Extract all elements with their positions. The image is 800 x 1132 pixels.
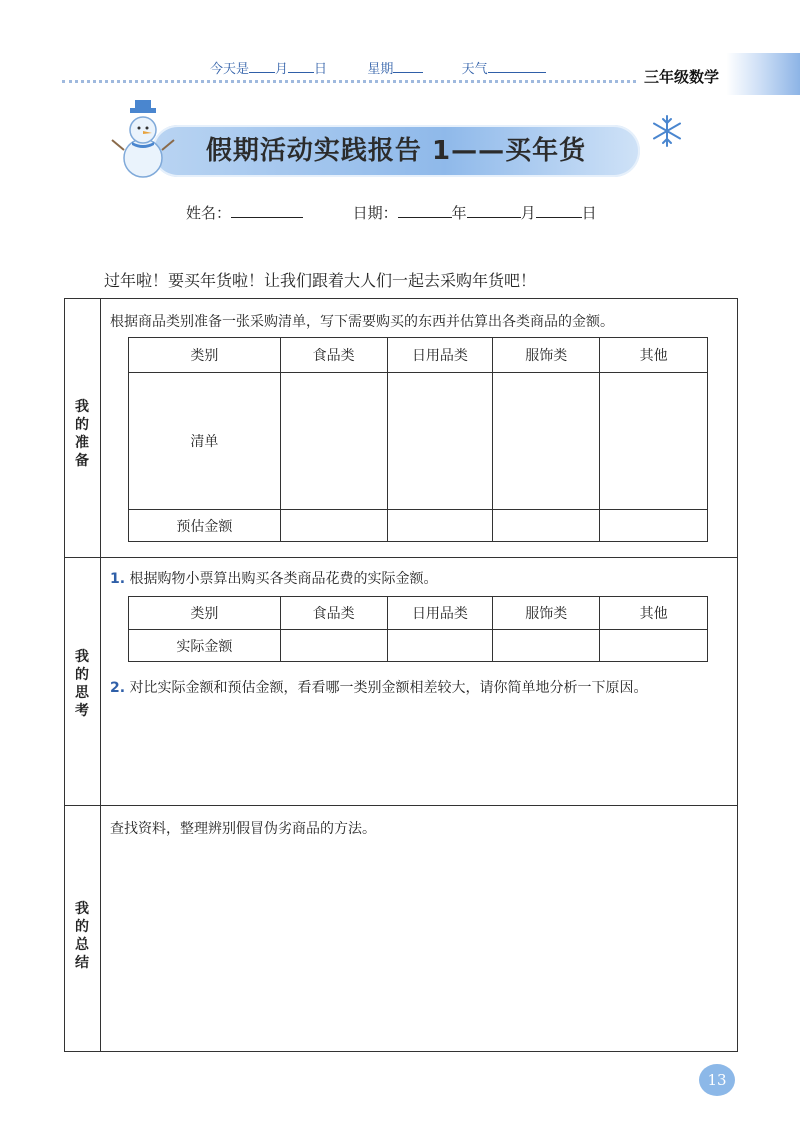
input-cell[interactable] bbox=[280, 510, 387, 542]
year-label: 年 bbox=[451, 204, 467, 222]
page-number: 13 bbox=[699, 1064, 735, 1096]
table-header: 其他 bbox=[600, 597, 708, 630]
question-text: 对比实际金额和预估金额，看看哪一类别金额相差较大，请你简单地分析一下原因。 bbox=[129, 680, 648, 696]
date-month-label: 月 bbox=[520, 204, 536, 222]
weekday-blank[interactable] bbox=[393, 61, 423, 73]
input-cell[interactable] bbox=[387, 373, 493, 510]
shopping-list-table bbox=[128, 337, 708, 542]
page-title: 假期活动实践报告 1——买年货 bbox=[205, 136, 587, 166]
row-label-actual: 实际金额 bbox=[129, 630, 281, 662]
input-cell[interactable] bbox=[280, 373, 387, 510]
date-day-blank[interactable] bbox=[536, 202, 582, 218]
question-number: 1. bbox=[110, 571, 126, 587]
input-cell[interactable] bbox=[493, 630, 600, 662]
table-header: 日用品类 bbox=[387, 597, 493, 630]
date-day-label: 日 bbox=[581, 204, 597, 222]
table-header-row bbox=[129, 597, 708, 630]
month-label: 月 bbox=[275, 62, 289, 77]
weather-blank[interactable] bbox=[488, 61, 546, 73]
actual-amount-table bbox=[128, 596, 708, 662]
table-header: 类别 bbox=[129, 597, 281, 630]
year-blank[interactable] bbox=[398, 202, 452, 218]
row-label-list: 清单 bbox=[129, 373, 281, 510]
input-cell[interactable] bbox=[600, 630, 708, 662]
snowman-icon bbox=[108, 100, 178, 180]
name-blank[interactable] bbox=[231, 202, 303, 218]
input-cell[interactable] bbox=[280, 630, 387, 662]
row-label-estimate: 预估金额 bbox=[129, 510, 281, 542]
today-label: 今天是 bbox=[210, 62, 250, 77]
table-header-row bbox=[129, 338, 708, 373]
table-header: 日用品类 bbox=[387, 338, 493, 373]
intro-text: 过年啦！要买年货啦！让我们跟着大人们一起去采购年货吧！ bbox=[104, 271, 537, 290]
name-date-line bbox=[186, 202, 597, 223]
table-header: 其他 bbox=[600, 338, 708, 373]
answer-area[interactable] bbox=[102, 700, 736, 803]
think-section-label: 我 的 思 考 bbox=[75, 649, 89, 719]
date-month-blank[interactable] bbox=[467, 202, 521, 218]
table-header: 食品类 bbox=[280, 597, 387, 630]
date-weather-line bbox=[210, 58, 546, 77]
input-cell[interactable] bbox=[493, 510, 600, 542]
question-number: 2. bbox=[110, 680, 126, 696]
month-blank[interactable] bbox=[249, 61, 275, 73]
dotted-divider bbox=[62, 80, 636, 83]
input-cell[interactable] bbox=[387, 510, 493, 542]
answer-area[interactable] bbox=[102, 845, 736, 1050]
table-row bbox=[129, 510, 708, 542]
input-cell[interactable] bbox=[493, 373, 600, 510]
prep-instruction: 根据商品类别准备一张采购清单，写下需要购买的东西并估算出各类商品的金额。 bbox=[110, 314, 614, 330]
snowflake-icon bbox=[650, 114, 684, 148]
grade-label: 三年级数学 bbox=[644, 68, 720, 86]
weather-label: 天气 bbox=[461, 62, 488, 77]
table-header: 类别 bbox=[129, 338, 281, 373]
input-cell[interactable] bbox=[600, 373, 708, 510]
table-row bbox=[129, 630, 708, 662]
date-label: 日期： bbox=[352, 204, 398, 222]
summary-instruction: 查找资料，整理辨别假冒伪劣商品的方法。 bbox=[110, 821, 376, 837]
table-row bbox=[129, 373, 708, 510]
prep-section-label: 我 的 准 备 bbox=[75, 399, 89, 469]
weekday-label: 星期 bbox=[367, 62, 394, 77]
day-label: 日 bbox=[314, 62, 328, 77]
day-blank[interactable] bbox=[288, 61, 314, 73]
input-cell[interactable] bbox=[387, 630, 493, 662]
input-cell[interactable] bbox=[600, 510, 708, 542]
think-question-1 bbox=[110, 568, 438, 588]
table-header: 服饰类 bbox=[493, 338, 600, 373]
table-header: 食品类 bbox=[280, 338, 387, 373]
label-column-divider bbox=[100, 298, 101, 1052]
table-header: 服饰类 bbox=[493, 597, 600, 630]
question-text: 根据购物小票算出购买各类商品花费的实际金额。 bbox=[129, 571, 438, 587]
think-question-2 bbox=[110, 677, 648, 697]
section-divider bbox=[64, 557, 738, 558]
summary-section-label: 我 的 总 结 bbox=[75, 901, 89, 971]
section-divider bbox=[64, 805, 738, 806]
name-label: 姓名： bbox=[186, 204, 232, 222]
